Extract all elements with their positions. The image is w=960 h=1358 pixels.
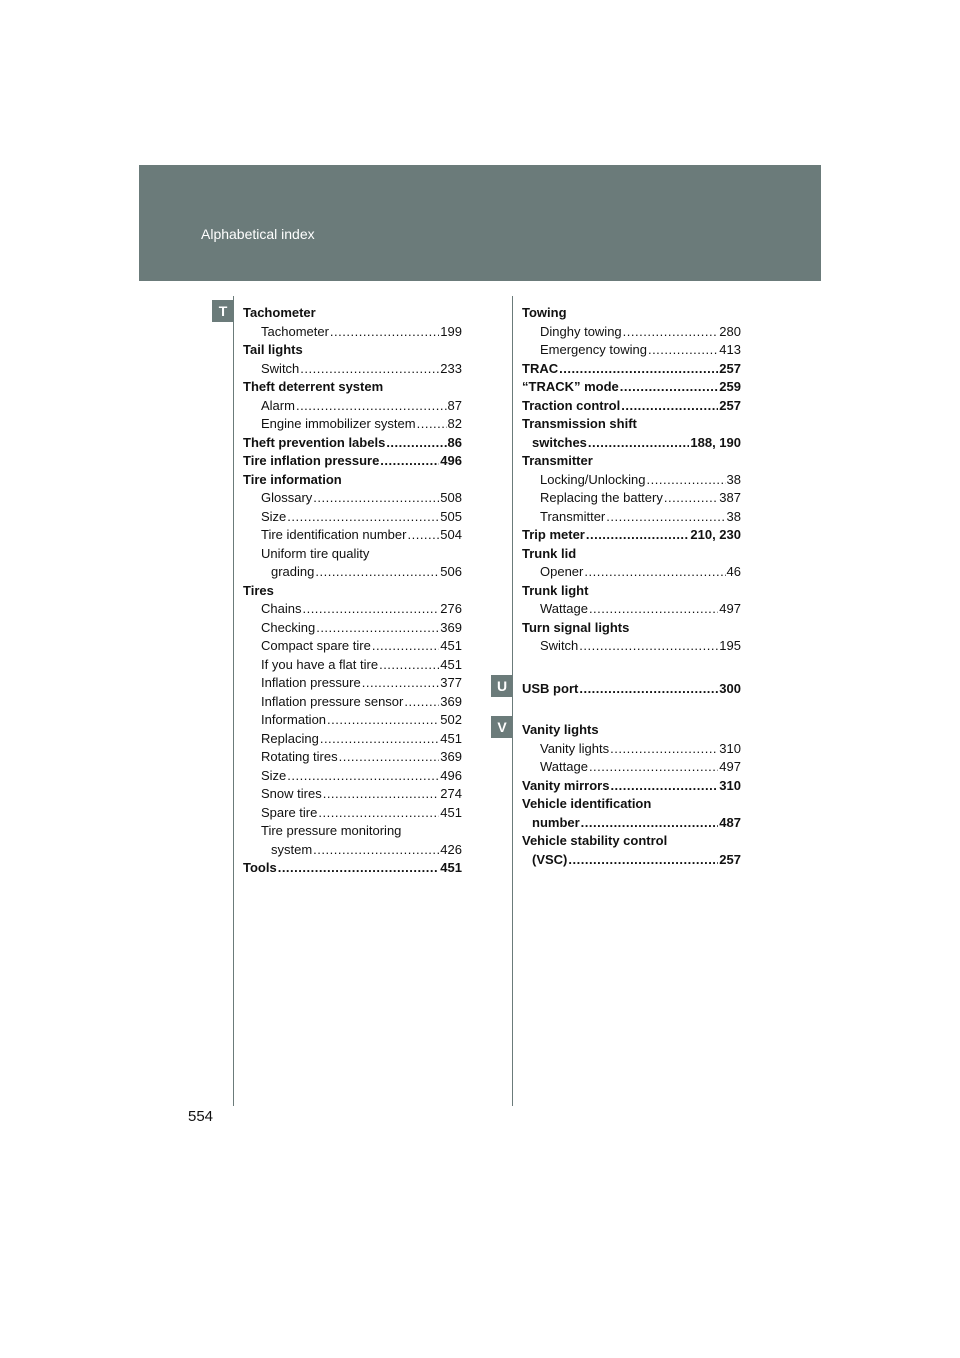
dot-leader <box>386 434 446 453</box>
index-heading: Towing <box>522 305 567 320</box>
index-entry <box>243 767 462 786</box>
dot-leader <box>327 711 439 730</box>
dot-leader <box>300 360 439 379</box>
entry-term: Theft prevention labels <box>243 434 386 450</box>
dot-leader <box>302 600 439 619</box>
letter-tab-t: T <box>212 300 234 322</box>
index-heading: Theft deterrent system <box>243 379 384 394</box>
entry-term: Vanity lights <box>540 740 610 756</box>
dot-leader <box>313 841 439 860</box>
dot-leader <box>620 378 719 397</box>
dot-leader <box>318 804 439 823</box>
index-column-2-u <box>522 680 741 699</box>
entry-term: Emergency towing <box>540 342 647 357</box>
dot-leader <box>417 415 447 434</box>
index-entry <box>243 693 462 712</box>
index-entry <box>243 841 462 860</box>
dot-leader <box>606 508 725 527</box>
index-entry <box>522 434 741 453</box>
index-column-2-t <box>522 304 741 656</box>
entry-page-number: 506 <box>440 564 462 579</box>
index-heading: Tire information <box>243 471 342 487</box>
index-entry <box>243 415 462 434</box>
index-entry <box>243 859 462 878</box>
dot-leader <box>584 563 725 582</box>
entry-page-number: 451 <box>440 730 462 746</box>
entry-term: number <box>532 814 580 830</box>
index-entry <box>243 323 462 342</box>
dot-leader <box>313 489 439 508</box>
entry-term: grading <box>271 564 315 579</box>
dot-leader <box>664 489 718 508</box>
entry-page-number: 369 <box>440 693 462 709</box>
entry-page-number: 274 <box>440 786 462 801</box>
entry-term: Information <box>261 712 327 727</box>
index-entry <box>522 851 741 870</box>
index-entry <box>243 674 462 693</box>
entry-page-number: 38 <box>726 508 741 524</box>
section-title: Alphabetical index <box>201 226 315 242</box>
entry-term: “TRACK” mode <box>522 379 619 394</box>
entry-page-number: 413 <box>719 342 741 357</box>
index-entry <box>522 526 741 545</box>
index-entry <box>243 600 462 619</box>
index-entry <box>243 452 462 471</box>
entry-page-number: 377 <box>440 675 462 690</box>
entry-page-number: 496 <box>440 767 462 783</box>
entry-term: Glossary <box>261 490 313 505</box>
index-entry <box>243 526 462 545</box>
index-heading: Tires <box>243 582 274 598</box>
index-entry <box>243 748 462 767</box>
dot-leader <box>568 851 718 870</box>
entry-term: Opener <box>540 564 584 579</box>
entry-term: Spare tire <box>261 804 318 820</box>
dot-leader <box>320 730 439 749</box>
entry-term: switches <box>532 434 587 450</box>
index-heading: Transmitter <box>522 453 593 468</box>
index-entry <box>522 680 741 699</box>
entry-term: Trip meter <box>522 527 585 542</box>
dot-leader <box>623 323 719 342</box>
entry-page-number: 387 <box>719 490 741 505</box>
dot-leader <box>330 323 439 342</box>
dot-leader <box>287 508 439 527</box>
letter-tab-u: U <box>491 675 513 697</box>
index-heading: Transmission shift <box>522 416 637 431</box>
index-heading: Vehicle stability control <box>522 833 668 848</box>
entry-term: Inflation pressure sensor <box>261 693 404 709</box>
entry-term: TRAC <box>522 360 559 376</box>
entry-term: Size <box>261 508 287 524</box>
entry-page-number: 496 <box>440 453 462 468</box>
dot-leader <box>278 859 440 878</box>
dot-leader <box>380 452 439 471</box>
entry-term: Switch <box>261 360 300 376</box>
index-entry <box>243 489 462 508</box>
entry-page-number: 369 <box>440 619 462 635</box>
dot-leader <box>323 785 440 804</box>
entry-page-number: 259 <box>719 379 741 394</box>
entry-page-number: 497 <box>719 759 741 774</box>
entry-page-number: 188, 190 <box>690 434 741 450</box>
dot-leader <box>648 341 718 360</box>
dot-leader <box>621 397 718 416</box>
dot-leader <box>589 600 718 619</box>
entry-page-number: 257 <box>719 360 741 376</box>
index-heading: Uniform tire quality <box>261 545 370 561</box>
entry-term: Transmitter <box>540 508 606 524</box>
index-heading: Vehicle identification <box>522 796 652 811</box>
entry-page-number: 233 <box>440 360 462 376</box>
dot-leader <box>287 767 439 786</box>
index-entry <box>243 656 462 675</box>
entry-page-number: 280 <box>719 323 741 339</box>
dot-leader <box>379 656 439 675</box>
column-divider-middle <box>512 296 513 1106</box>
entry-term: Tire identification number <box>261 527 407 542</box>
dot-leader <box>296 397 447 416</box>
entry-term: Compact spare tire <box>261 638 371 653</box>
letter-tab-v: V <box>491 716 513 738</box>
entry-page-number: 86 <box>447 434 462 450</box>
entry-term: If you have a flat tire <box>261 656 379 672</box>
dot-leader <box>404 693 439 712</box>
index-entry <box>522 378 741 397</box>
index-column-1 <box>243 304 462 878</box>
dot-leader <box>316 619 439 638</box>
entry-page-number: 451 <box>440 860 462 875</box>
dot-leader <box>315 563 439 582</box>
entry-page-number: 451 <box>440 638 462 653</box>
index-entry <box>522 508 741 527</box>
entry-page-number: 508 <box>440 490 462 505</box>
entry-page-number: 195 <box>719 638 741 653</box>
entry-term: Replacing the battery <box>540 490 663 505</box>
entry-term: Traction control <box>522 397 621 413</box>
index-entry <box>522 600 741 619</box>
dot-leader <box>339 748 440 767</box>
index-entry <box>243 563 462 582</box>
entry-term: Size <box>261 767 287 783</box>
dot-leader <box>372 637 439 656</box>
entry-page-number: 369 <box>440 749 462 764</box>
index-heading: Trunk light <box>522 582 589 598</box>
index-entry <box>522 637 741 656</box>
header-band <box>139 165 821 281</box>
entry-term: Wattage <box>540 759 588 774</box>
index-entry <box>522 758 741 777</box>
dot-leader <box>559 360 718 379</box>
entry-page-number: 199 <box>440 323 462 339</box>
entry-page-number: 257 <box>719 851 741 867</box>
entry-page-number: 504 <box>440 527 462 542</box>
entry-page-number: 87 <box>447 397 462 413</box>
index-entry <box>522 814 741 833</box>
entry-term: Chains <box>261 601 302 616</box>
entry-page-number: 257 <box>719 397 741 413</box>
entry-term: Inflation pressure <box>261 675 361 690</box>
entry-page-number: 451 <box>440 656 462 672</box>
entry-page-number: 82 <box>447 416 462 431</box>
index-entry <box>522 489 741 508</box>
index-entry <box>243 711 462 730</box>
entry-page-number: 487 <box>719 814 741 830</box>
index-heading: Tachometer <box>243 305 316 320</box>
entry-term: Vanity mirrors <box>522 777 610 793</box>
entry-page-number: 300 <box>719 681 741 696</box>
index-entry <box>243 637 462 656</box>
entry-term: Checking <box>261 619 316 635</box>
dot-leader <box>647 471 726 490</box>
entry-term: system <box>271 841 313 857</box>
dot-leader <box>610 740 718 759</box>
index-entry <box>522 471 741 490</box>
dot-leader <box>586 526 690 545</box>
entry-term: Tachometer <box>261 323 329 339</box>
index-entry <box>522 563 741 582</box>
entry-page-number: 38 <box>726 471 741 487</box>
entry-page-number: 310 <box>719 740 741 756</box>
entry-term: Rotating tires <box>261 749 338 764</box>
entry-term: Alarm <box>261 397 295 413</box>
index-entry <box>243 434 462 453</box>
index-column-2-v <box>522 721 741 869</box>
index-entry <box>522 777 741 796</box>
page-number: 554 <box>188 1108 214 1125</box>
index-entry <box>243 785 462 804</box>
entry-term: Dinghy towing <box>540 323 622 339</box>
dot-leader <box>362 674 440 693</box>
entry-page-number: 276 <box>440 601 462 616</box>
entry-term: (VSC) <box>532 851 568 867</box>
index-entry <box>243 730 462 749</box>
index-entry <box>243 804 462 823</box>
index-entry <box>522 397 741 416</box>
entry-page-number: 451 <box>440 804 462 820</box>
index-entry <box>522 360 741 379</box>
entry-page-number: 210, 230 <box>690 527 741 542</box>
index-entry <box>243 360 462 379</box>
entry-term: Replacing <box>261 730 319 746</box>
entry-term: USB port <box>522 681 579 696</box>
index-heading: Tire pressure monitoring <box>261 823 402 838</box>
index-entry <box>243 619 462 638</box>
entry-term: Tools <box>243 860 277 875</box>
entry-term: Locking/Unlocking <box>540 471 646 487</box>
entry-term: Engine immobilizer system <box>261 416 416 431</box>
index-entry <box>522 323 741 342</box>
entry-page-number: 426 <box>440 841 462 857</box>
entry-page-number: 502 <box>440 712 462 727</box>
index-entry <box>522 740 741 759</box>
dot-leader <box>579 680 718 699</box>
index-entry <box>522 341 741 360</box>
dot-leader <box>579 637 718 656</box>
index-heading: Trunk lid <box>522 545 577 561</box>
dot-leader <box>610 777 718 796</box>
index-entry <box>243 508 462 527</box>
entry-term: Switch <box>540 638 579 653</box>
index-heading: Tail lights <box>243 342 303 357</box>
entry-page-number: 505 <box>440 508 462 524</box>
index-heading: Turn signal lights <box>522 619 630 635</box>
entry-term: Snow tires <box>261 786 322 801</box>
entry-page-number: 46 <box>726 564 741 579</box>
entry-page-number: 497 <box>719 601 741 616</box>
index-heading: Vanity lights <box>522 722 599 737</box>
entry-term: Tire inflation pressure <box>243 453 380 468</box>
dot-leader <box>588 434 689 453</box>
entry-page-number: 310 <box>719 777 741 793</box>
dot-leader <box>581 814 719 833</box>
column-divider-left <box>233 296 234 1106</box>
index-entry <box>243 397 462 416</box>
dot-leader <box>589 758 718 777</box>
dot-leader <box>407 526 439 545</box>
entry-term: Wattage <box>540 601 588 616</box>
